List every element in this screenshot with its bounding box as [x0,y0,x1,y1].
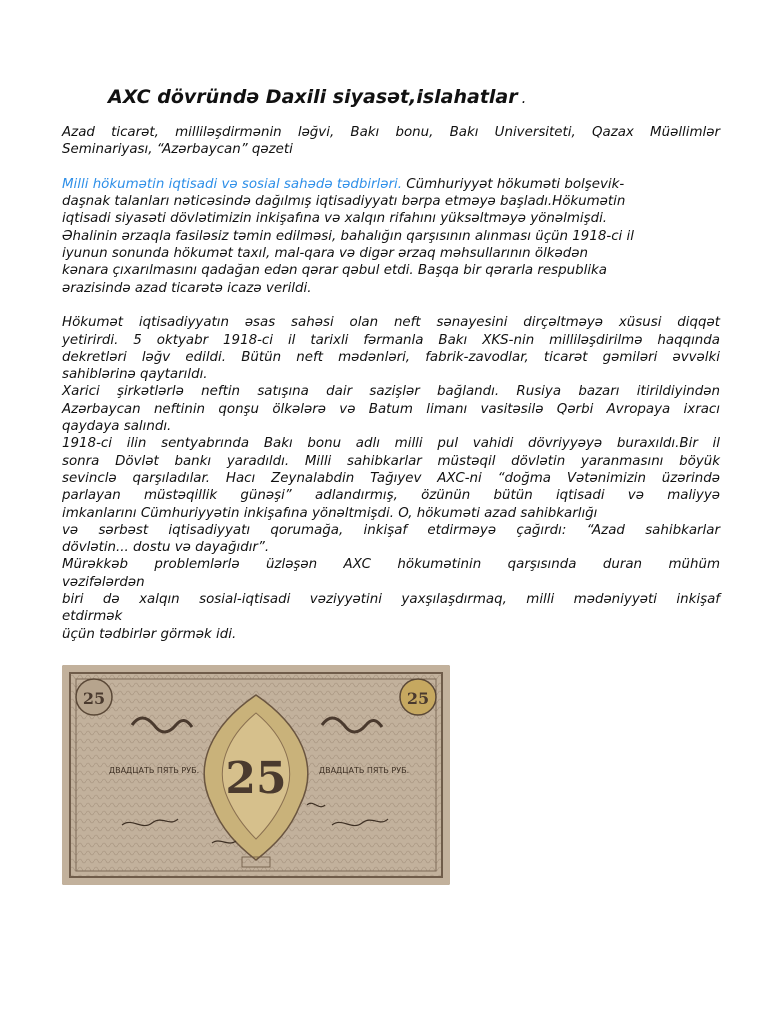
paragraph-line: daşnak talanları nəticəsində dağılmış iqtisadiyyatı bərpa etməyə başladı.Hökumətin [62,194,626,210]
paragraph-line: parlayan müstəqillik günəşi” adlandırmış, özünün bütün iqtisadi və maliyyə [62,488,720,504]
document-body [62,124,720,643]
paragraph-line: Hökumət iqtisadiyyatın əsas sahəsi olan neft sənayesini dirçəltməyə xüsusi diqqət [62,315,720,331]
banknote-image [62,665,450,885]
paragraph-line: 1918-ci ilin sentyabrında Bakı bonu adlı milli pul vahidi dövriyyəyə buraxıldı.Bir il [62,436,720,452]
paragraph-line: sevinclə qarşıladılar. Hacı Zeynalabdin Tağıyev AXC-ni “doğma Vətənimizin üzərində [62,470,720,486]
paragraph-line: Mürəkkəb problemlərlə üzləşən AXC hökumətinin qarşısında duran mühüm [62,557,720,573]
paragraph-line: dekretləri ləğv edildi. Bütün neft mədənləri, fabrik-zavodlar, ticarət gəmiləri əvvəlki [62,349,720,365]
page-title [108,86,526,108]
subtitle-line: Azad ticarət, milliləşdirmənin ləğvi, Bakı bonu, Bakı Universiteti, Qazax Müəllimlər [62,125,720,140]
page-title-suffix: . [521,89,527,107]
paragraph-line: Xarici şirkətlərlə neftin satışına dair sazişlər bağlandı. Rusiya bazarı itirildiyindən [62,384,720,400]
paragraph-line: yetirirdi. 5 oktyabr 1918-ci il tarixli fərmanla Bakı XKS-nin milliləşdirilmə haqqında [62,332,720,348]
paragraph-line: etdirmək [62,609,123,625]
paragraph-line: sonra Dövlət bankı yaradıldı. Milli sahibkarlar müstəqil dövlətin yaranmasını böyük [62,453,720,469]
page-title-text: AXC dövründə Daxili siyasət,islahatlar [108,86,518,108]
paragraph-line: qaydaya salındı. [62,419,172,435]
paragraph-line: Əhalinin ərzaqla fasiləsiz təmin edilməsi, bahalığın qarşısının alınması üçün 1918-ci il [62,228,634,244]
corner-denomination-left: 25 [82,689,106,708]
paragraph-line: kənara çıxarılmasını qadağan edən qərar qəbul etdi. Başqa bir qərarla respublika [62,263,607,279]
subtitle-line: Seminariyası, “Azərbaycan” qəzeti [62,142,293,158]
paragraph-line: Azərbaycan neftinin qonşu ölkələrə və Batum limanı vasitəsilə Qərbi Avropaya ixracı [62,401,720,417]
paragraph-line: iqtisadi siyasəti dövlətimizin inkişafına və xalqın rifahını yüksəltməyə yönəlmişdi. [62,211,608,227]
corner-denomination-right: 25 [406,689,430,708]
paragraph-line: iyunun sonunda hökumət taxıl, mal-qara və digər ərzaq məhsullarının ölkədən [62,246,589,262]
paragraph-line: Milli hökumətin iqtisadi və sosial sahədə tədbirləri. Cümhuriyyət hökuməti bolşevik- [62,176,625,192]
center-denomination: 25 [225,753,287,804]
paragraph-line: və sərbəst iqtisadiyyatı qorumağa, inkişaf etdirməyə çağırdı: “Azad sahibkarlar [62,522,720,538]
paragraph-line: üçün tədbirlər görmək idi. [62,626,237,642]
paragraph-line: imkanlarını Cümhuriyyətin inkişafına yönəltmişdi. O, hökuməti azad sahibkarlığı [62,505,598,521]
paragraph-line: biri də xalqın sosial-iqtisadi vəziyyətini yaxşılaşdırmaq, milli mədəniyyəti inkişaf [62,592,720,608]
paragraph-line: ərazisində azad ticarətə icazə verildi. [62,280,312,296]
paragraph-line: sahiblərinə qaytarıldı. [62,367,208,383]
paragraph-line: dövlətin... dostu və dayağıdır”. [62,540,270,556]
denomination-text-left: ДВАДЦАТЬ ПЯТЬ РУБ. [108,766,200,775]
section-heading-link[interactable]: Milli hökumətin iqtisadi və sosial sahədə tədbirləri. [62,176,402,192]
denomination-text-right: ДВАДЦАТЬ ПЯТЬ РУБ. [318,766,410,775]
banknote-illustration [62,665,450,885]
paragraph-line: vəzifələrdən [62,574,145,590]
